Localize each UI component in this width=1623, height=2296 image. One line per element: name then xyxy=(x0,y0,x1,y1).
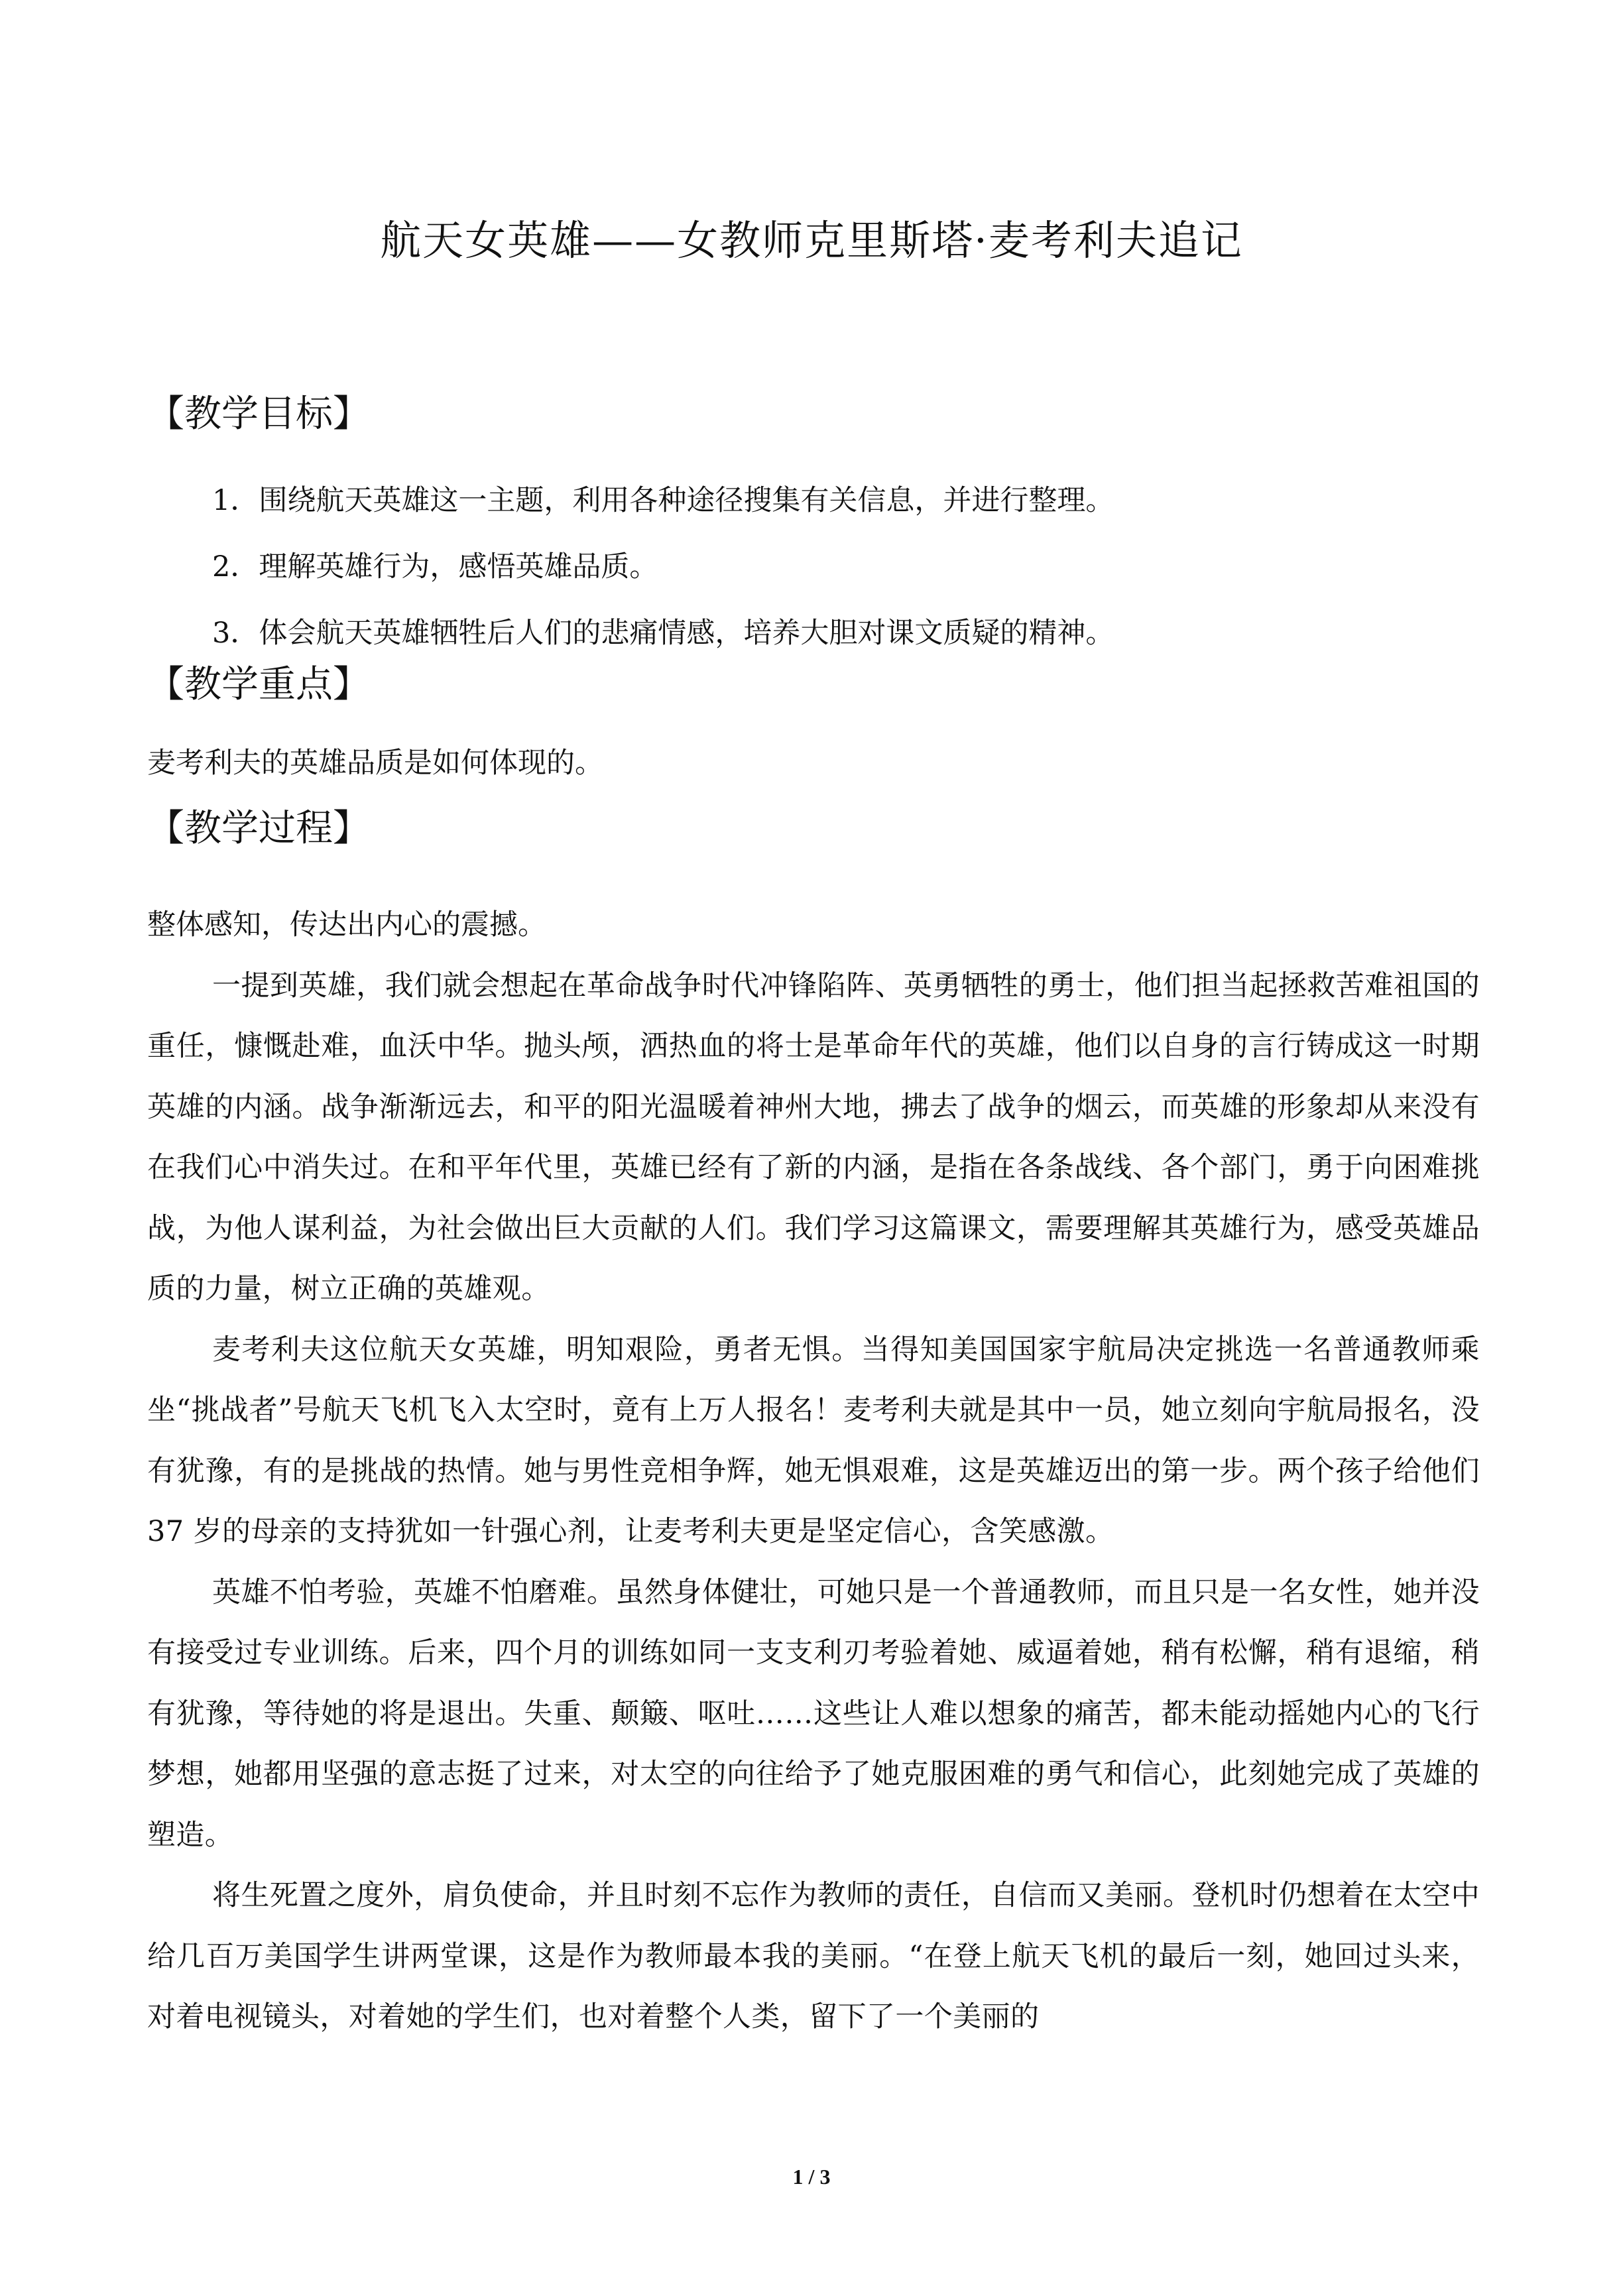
process-paragraph: 将生死置之度外，肩负使命，并且时刻不忘作为教师的责任，自信而又美丽。登机时仍想着在太空中给几百万美国学生讲两堂课，这是作为教师最本我的美丽。“在登上航天飞机的最后一刻，她回过头来，对着电视镜头，对着她的学生们，也对着整个人类，留下了一个美丽的 xyxy=(147,1879,1480,2033)
process-paragraph: 整体感知，传达出内心的震撼。 xyxy=(147,908,546,941)
process-paragraph: 麦考利夫这位航天女英雄，明知艰险，勇者无惧。当得知美国国家宇航局决定挑选一名普通教师乘坐“挑战者”号航天飞机飞入太空时，竟有上万人报名！麦考利夫就是其中一员，她立刻向宇航局报名，没有犹豫，有的是挑战的热情。她与男性竞相争辉，她无惧艰难，这是英雄迈出的第一步。两个孩子给他们 37 岁的母亲的支持犹如一针强心剂，让麦考利夫更是坚定信心，含笑感激。 xyxy=(147,1333,1480,1548)
page-number: 1 / 3 xyxy=(792,2165,831,2189)
objectives-list xyxy=(147,467,1480,666)
key-points-text: 麦考利夫的英雄品质是如何体现的。 xyxy=(147,747,603,780)
objective-item: 1．围绕航天英雄这一主题，利用各种途径搜集有关信息，并进行整理。 xyxy=(212,484,1114,517)
process-body xyxy=(147,895,1480,2048)
objective-item: 2．理解英雄行为，感悟英雄品质。 xyxy=(212,550,658,583)
process-paragraph: 英雄不怕考验，英雄不怕磨难。虽然身体健壮，可她只是一个普通教师，而且只是一名女性，她并没有接受过专业训练。后来，四个月的训练如同一支支利刃考验着她、威逼着她，稍有松懈，稍有退缩，稍有犹豫，等待她的将是退出。失重、颠簸、呕吐……这些让人难以想象的痛苦，都未能动摇她内心的飞行梦想，她都用坚强的意志挺了过来，对太空的向往给予了她克服困难的勇气和信心，此刻她完成了英雄的塑造。 xyxy=(147,1575,1480,1852)
process-paragraph: 一提到英雄，我们就会想起在革命战争时代冲锋陷阵、英勇牺牲的勇士，他们担当起拯救苦难祖国的重任，慷慨赴难，血沃中华。抛头颅，洒热血的将士是革命年代的英雄，他们以自身的言行铸成这一时期英雄的内涵。战争渐渐远去，和平的阳光温暖着神州大地，拂去了战争的烟云，而英雄的形象却从来没有在我们心中消失过。在和平年代里，英雄已经有了新的内涵，是指在各条战线、各个部门，勇于向困难挑战，为他人谋利益，为社会做出巨大贡献的人们。我们学习这篇课文，需要理解其英雄行为，感受英雄品质的力量，树立正确的英雄观。 xyxy=(147,969,1480,1305)
objectives-heading: 【教学目标】 xyxy=(147,393,370,436)
document-title: 航天女英雄——女教师克里斯塔·麦考利夫追记 xyxy=(380,216,1243,265)
objective-item: 3．体会航天英雄牺牲后人们的悲痛情感，培养大胆对课文质疑的精神。 xyxy=(212,617,1114,650)
key-points-heading: 【教学重点】 xyxy=(147,663,370,706)
process-heading: 【教学过程】 xyxy=(147,807,370,850)
